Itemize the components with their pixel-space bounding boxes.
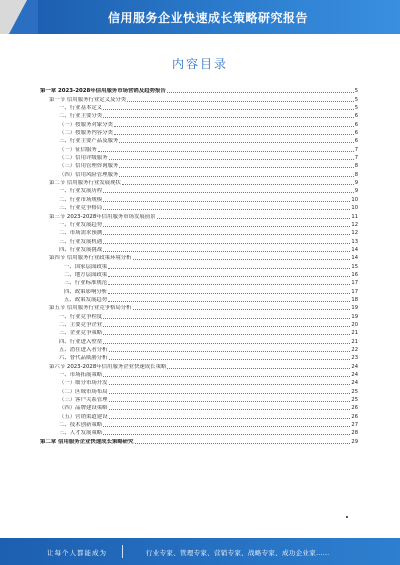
toc-entry-page: 22: [351, 347, 358, 353]
toc-entry[interactable]: [40, 428, 358, 436]
toc-leader-dots: [108, 276, 350, 277]
toc-entry-title: （五）营销渠道建设: [59, 413, 108, 420]
toc-entry-title: 第四节 信用服务行业政策环境分析: [49, 255, 132, 262]
toc-leader-dots: [108, 284, 350, 285]
toc-entry[interactable]: [40, 245, 358, 253]
toc-leader-dots: [103, 343, 350, 344]
toc-entry-page: 6: [354, 138, 358, 145]
toc-entry-page: 24: [351, 380, 358, 387]
toc-entry-page: 15: [351, 263, 358, 270]
toc-entry-title: 五、政策发展趋势: [64, 296, 108, 303]
toc-leader-dots: [119, 176, 353, 177]
toc-leader-dots: [103, 192, 354, 193]
toc-entry[interactable]: [40, 353, 358, 361]
toc-leader-dots: [108, 268, 350, 269]
toc-entry-page: 24: [351, 363, 358, 370]
toc-entry[interactable]: [40, 378, 358, 386]
toc-entry-title: 四、行业发展挑战: [59, 246, 103, 253]
toc-entry[interactable]: [40, 411, 358, 419]
toc-entry[interactable]: [40, 161, 358, 169]
toc-entry-title: （一）征信服务: [59, 146, 97, 153]
toc-entry-title: （四）品牌建设策略: [59, 405, 108, 412]
footer-banner: [0, 538, 400, 565]
toc-entry-page: 26: [351, 413, 358, 420]
toc-entry[interactable]: [40, 270, 358, 278]
toc-leader-dots: [103, 426, 350, 427]
toc-leader-dots: [109, 409, 351, 410]
toc-entry[interactable]: [40, 361, 358, 369]
toc-leader-dots: [103, 109, 354, 110]
toc-entry-title: 第一节 信用服务行业定义及分类: [49, 96, 127, 103]
toc-entry-page: 28: [351, 430, 358, 437]
page-marker: [346, 516, 348, 518]
toc-entry-title: 三、人才发展策略: [59, 430, 103, 437]
table-of-contents: [40, 86, 358, 445]
toc-entry-title: 一、国家层面政策: [64, 263, 108, 270]
toc-entry-title: （一）按服务对象分类: [59, 121, 113, 128]
toc-entry[interactable]: [40, 236, 358, 244]
toc-entry-page: 20: [351, 321, 358, 328]
toc-leader-dots: [103, 201, 350, 202]
toc-entry-title: 四、行业进入壁垒: [59, 338, 103, 345]
toc-leader-dots: [109, 351, 351, 352]
toc-entry-page: 29: [351, 438, 358, 445]
toc-leader-dots: [103, 251, 350, 252]
toc-entry[interactable]: [40, 128, 358, 136]
footer-tagline: 行业专家、管理专家、营销专家、战略专家、成功企业家……: [146, 549, 330, 557]
toc-entry[interactable]: [40, 228, 358, 236]
toc-entry[interactable]: [40, 386, 358, 394]
toc-entry-title: 二、行业主要分类: [59, 113, 103, 120]
toc-entry-title: 一、行业发展历程: [59, 188, 103, 195]
toc-entry-title: 一、行业发展趋势: [59, 221, 103, 228]
toc-entry-title: （四）信用风险管理服务: [59, 171, 119, 178]
toc-entry-page: 7: [354, 146, 358, 153]
toc-leader-dots: [119, 142, 353, 143]
toc-entry-page: 6: [354, 130, 358, 137]
toc-entry-page: 23: [351, 355, 358, 362]
toc-leader-dots: [103, 234, 350, 235]
footer-divider: [122, 545, 123, 558]
toc-entry-title: （三）信用管理咨询服务: [59, 163, 119, 170]
toc-entry[interactable]: [40, 436, 358, 444]
toc-entry-title: 第六节 2023-2028年信用服务企业快速成长策略: [49, 363, 167, 370]
report-title: 信用服务企业快速成长策略研究报告: [108, 11, 309, 25]
toc-entry[interactable]: [40, 169, 358, 177]
toc-entry-page: 10: [351, 196, 358, 203]
toc-entry-page: 25: [351, 388, 358, 395]
toc-entry-page: 19: [351, 313, 358, 320]
toc-entry-title: 三、行业标准规范: [64, 280, 108, 287]
toc-entry-page: 10: [351, 205, 358, 212]
toc-entry[interactable]: [40, 395, 358, 403]
toc-entry-page: 8: [354, 171, 358, 178]
toc-entry-title: 三、企业竞争策略: [59, 330, 103, 337]
toc-entry[interactable]: [40, 178, 358, 186]
toc-entry-page: 11: [351, 213, 358, 220]
toc-leader-dots: [103, 226, 350, 227]
toc-entry-title: 四、政策影响分析: [64, 288, 108, 295]
toc-entry-title: 二、行业市场规模: [59, 196, 103, 203]
toc-entry-title: 二、主要竞争企业: [59, 321, 103, 328]
toc-entry[interactable]: [40, 211, 358, 219]
toc-entry-page: 9: [354, 180, 358, 187]
toc-entry[interactable]: [40, 136, 358, 144]
toc-leader-dots: [103, 209, 350, 210]
toc-entry[interactable]: [40, 295, 358, 303]
footer-slogan: 让每个人都能成为: [47, 549, 107, 557]
toc-entry-page: 5: [354, 88, 358, 95]
toc-leader-dots: [109, 393, 351, 394]
toc-leader-dots: [167, 92, 354, 93]
toc-leader-dots: [109, 159, 354, 160]
toc-entry-page: 7: [354, 155, 358, 162]
header-banner: [0, 0, 400, 34]
toc-entry-page: 17: [351, 288, 358, 295]
toc-leader-dots: [109, 418, 351, 419]
toc-entry-page: 24: [351, 372, 358, 379]
toc-entry-title: 第二节 信用服务行业发展现状: [49, 180, 121, 187]
toc-entry-page: 14: [351, 246, 358, 253]
toc-entry-page: 16: [351, 271, 358, 278]
toc-entry-page: 14: [351, 255, 358, 262]
toc-entry-title: （二）信用评级服务: [59, 155, 108, 162]
toc-entry-title: （一）细分市场开发: [59, 380, 108, 387]
toc-entry[interactable]: [40, 286, 358, 294]
toc-entry-title: 三、行业主要产品及服务: [59, 138, 119, 145]
toc-entry[interactable]: [40, 203, 358, 211]
toc-entry[interactable]: [40, 103, 358, 111]
toc-leader-dots: [135, 443, 351, 444]
toc-leader-dots: [114, 126, 354, 127]
toc-leader-dots: [127, 101, 354, 102]
toc-entry-page: 12: [351, 221, 358, 228]
toc-entry[interactable]: [40, 253, 358, 261]
toc-entry-title: 一、行业竞争程度: [59, 313, 103, 320]
toc-entry[interactable]: [40, 119, 358, 127]
toc-leader-dots: [103, 434, 350, 435]
toc-entry[interactable]: [40, 278, 358, 286]
toc-leader-dots: [167, 368, 350, 369]
toc-leader-dots: [109, 384, 351, 385]
toc-leader-dots: [109, 359, 351, 360]
toc-entry[interactable]: [40, 194, 358, 202]
toc-entry-title: （二）按服务内容分类: [59, 130, 113, 137]
toc-leader-dots: [103, 334, 350, 335]
toc-entry-title: 三、行业竞争格局: [59, 205, 103, 212]
toc-entry-page: 13: [351, 238, 358, 245]
toc-entry[interactable]: [40, 403, 358, 411]
toc-entry-title: 第五节 信用服务行业竞争格局分析: [49, 305, 132, 312]
toc-entry-page: 21: [351, 338, 358, 345]
toc-entry-page: 21: [351, 330, 358, 337]
toc-entry-page: 6: [354, 113, 358, 120]
toc-leader-dots: [103, 376, 350, 377]
toc-entry-page: 17: [351, 280, 358, 287]
toc-entry-title: 第三节 2023-2028年信用服务市场发展前景: [49, 213, 156, 220]
toc-entry-title: （三）客户关系管理: [59, 397, 108, 404]
toc-leader-dots: [133, 259, 351, 260]
toc-entry-page: 6: [354, 121, 358, 128]
toc-entry-title: （二）区域市场布局: [59, 388, 108, 395]
toc-entry-title: 三、行业发展机遇: [59, 238, 103, 245]
toc-entry-title: 第二章 信用服务企业快速成长策略研究: [40, 438, 134, 445]
toc-entry[interactable]: [40, 144, 358, 152]
toc-entry[interactable]: [40, 220, 358, 228]
toc-leader-dots: [157, 218, 351, 219]
toc-entry[interactable]: [40, 320, 358, 328]
toc-entry-page: 12: [351, 230, 358, 237]
toc-entry-page: 19: [351, 305, 358, 312]
toc-entry-page: 8: [354, 163, 358, 170]
toc-entry-page: 9: [354, 188, 358, 195]
toc-leader-dots: [122, 184, 354, 185]
toc-leader-dots: [109, 401, 351, 402]
toc-leader-dots: [103, 326, 350, 327]
toc-entry[interactable]: [40, 111, 358, 119]
toc-entry[interactable]: [40, 153, 358, 161]
toc-entry-title: 五、潜在进入者分析: [59, 347, 108, 353]
toc-entry[interactable]: [40, 303, 358, 311]
toc-leader-dots: [103, 243, 350, 244]
toc-entry-page: 27: [351, 422, 358, 429]
toc-entry[interactable]: [40, 345, 358, 353]
toc-entry[interactable]: [40, 261, 358, 269]
toc-entry-title: 第一章 2023-2028年信用服务市场营销及趋势报告: [40, 88, 166, 95]
toc-entry-title: 二、技术创新策略: [59, 422, 103, 429]
toc-entry[interactable]: [40, 94, 358, 102]
toc-entry[interactable]: [40, 311, 358, 319]
toc-entry-page: 18: [351, 296, 358, 303]
toc-leader-dots: [108, 301, 350, 302]
toc-leader-dots: [98, 151, 354, 152]
toc-entry-title: 一、市场拓展策略: [59, 372, 103, 379]
toc-entry[interactable]: [40, 186, 358, 194]
toc-entry-page: 5: [354, 105, 358, 112]
toc-leader-dots: [103, 117, 354, 118]
toc-entry[interactable]: [40, 328, 358, 336]
toc-entry[interactable]: [40, 336, 358, 344]
toc-entry-title: 六、替代品威胁分析: [59, 355, 108, 362]
toc-entry-title: 二、市场需求预测: [59, 230, 103, 237]
toc-entry-page: 5: [354, 96, 358, 103]
toc-entry[interactable]: [40, 86, 358, 94]
toc-entry-title: 二、地方层面政策: [64, 271, 108, 278]
toc-leader-dots: [119, 167, 353, 168]
toc-entry[interactable]: [40, 420, 358, 428]
toc-leader-dots: [114, 134, 354, 135]
toc-leader-dots: [133, 309, 351, 310]
toc-entry-title: 一、行业基本定义: [59, 105, 103, 112]
toc-entry-page: 25: [351, 397, 358, 404]
toc-leader-dots: [103, 318, 350, 319]
toc-heading: 内容目录: [171, 57, 228, 71]
toc-leader-dots: [108, 293, 350, 294]
toc-entry[interactable]: [40, 370, 358, 378]
toc-entry-page: 26: [351, 405, 358, 412]
